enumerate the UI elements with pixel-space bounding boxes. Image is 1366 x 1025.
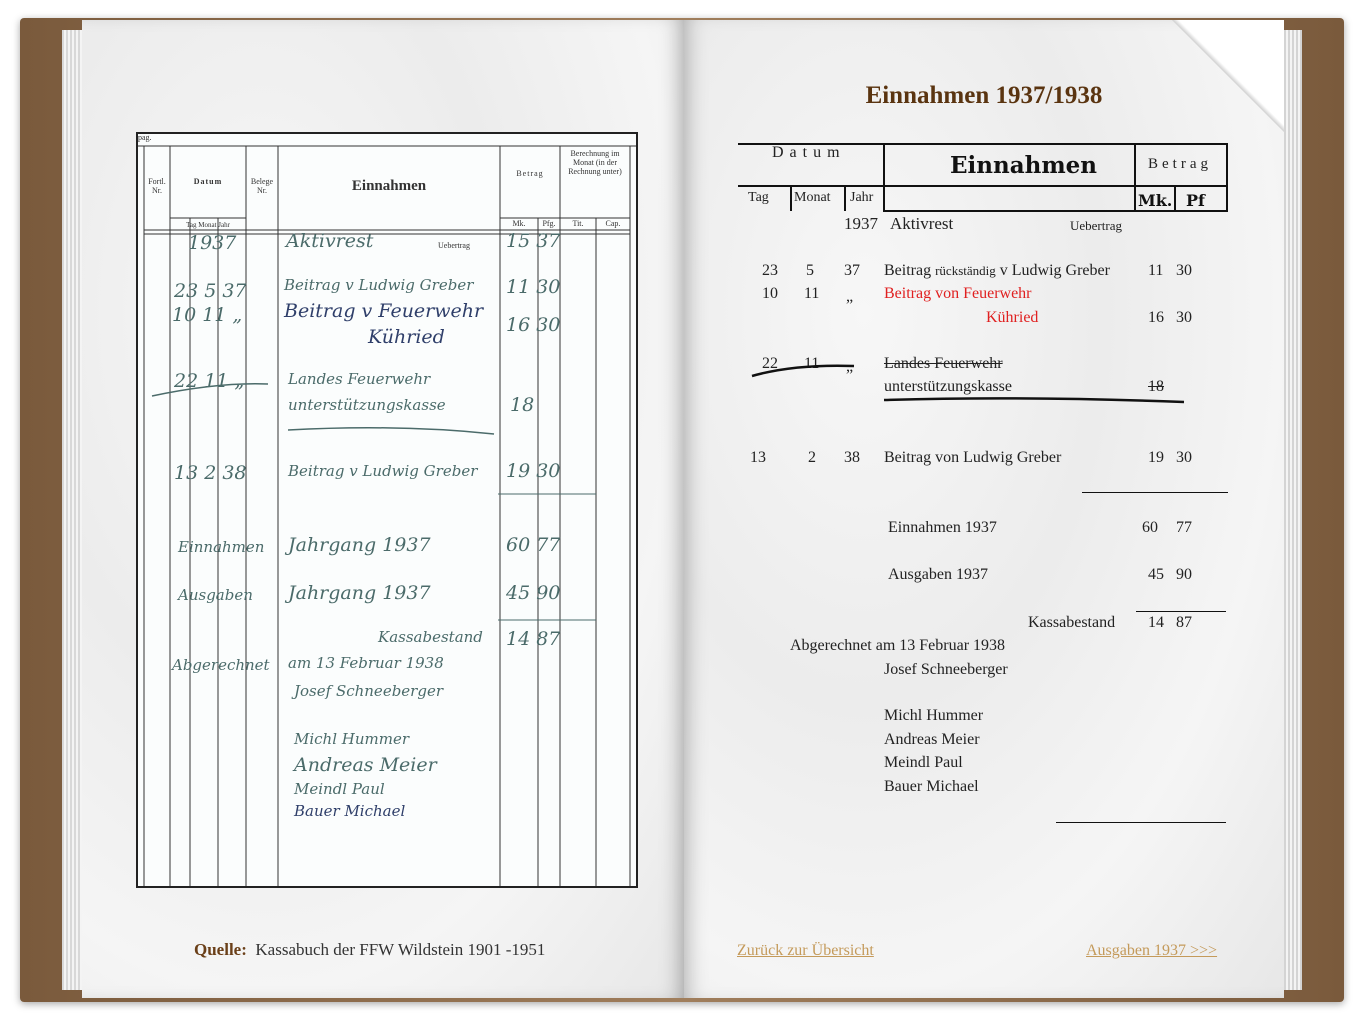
row2-tag: 10 <box>762 285 778 302</box>
aktivrest-uebertrag: Uebertrag <box>1070 218 1122 233</box>
row2-jahr: „ <box>846 288 854 305</box>
row3-tag: 22 <box>762 355 778 372</box>
hand-line: Michl Hummer <box>294 730 410 748</box>
hand-line: Beitrag v Ludwig Greber <box>284 276 474 294</box>
row3-mk: 18 <box>1148 378 1164 395</box>
row2-text: Beitrag von Feuerwehr <box>884 285 1032 302</box>
hand-line: 15 37 <box>506 230 561 252</box>
hand-line: Meindl Paul <box>294 780 385 798</box>
kassabestand-label: Kassabestand <box>1028 614 1116 631</box>
source-caption <box>194 940 545 960</box>
hand-line: Jahrgang 1937 <box>288 534 431 556</box>
hand-line: Abgerechnet <box>172 656 270 674</box>
hand-line: Beitrag v Ludwig Greber <box>288 462 478 480</box>
header-monat: Monat <box>794 190 831 205</box>
row4-pf: 30 <box>1176 449 1192 466</box>
header-divider <box>1174 186 1176 211</box>
header-divider <box>1226 143 1228 211</box>
hand-line: Ausgaben <box>178 586 253 604</box>
hand-line: 13 2 38 <box>174 462 247 484</box>
hand-line: 10 11 „ <box>172 304 243 326</box>
hand-line: Kühried <box>368 326 445 348</box>
hand-line: am 13 Februar 1938 <box>288 654 444 672</box>
scan-col-fortl: Fortl. Nr. <box>148 177 166 195</box>
hand-line: Bauer Michael <box>294 802 406 820</box>
hand-line: Landes Feuerwehr <box>288 370 431 388</box>
row2-monat: 11 <box>804 285 820 302</box>
aktivrest-jahr: 1937 <box>844 214 878 233</box>
kassabestand-pf: 87 <box>1176 614 1192 631</box>
page-curl <box>1172 20 1284 132</box>
hand-line: unterstützungskasse <box>288 396 446 414</box>
header-tag: Tag <box>748 190 769 205</box>
header-jahr: Jahr <box>850 190 874 205</box>
row3-monat: 11 <box>804 355 820 372</box>
row1-jahr: 37 <box>844 262 860 279</box>
scan-page-label: pag. <box>138 133 152 142</box>
row1-monat: 5 <box>806 262 814 279</box>
row1-mk: 11 <box>1148 262 1164 279</box>
header-bottom-line <box>883 210 1228 212</box>
hand-line: 23 5 37 <box>174 280 247 302</box>
scan-col-belege: Belege Nr. <box>250 177 274 195</box>
row1-text-small: rückständig <box>935 263 996 278</box>
row3-text: Landes Feuerwehr <box>884 355 1003 372</box>
hand-line: Kassabestand <box>378 628 483 646</box>
back-to-overview-link[interactable]: Zurück zur Übersicht <box>737 942 874 959</box>
signatory: Meindl Paul <box>884 754 963 771</box>
left-page <box>82 20 684 998</box>
sum-einnahmen-label: Einnahmen 1937 <box>888 519 997 536</box>
kassa-rule <box>1136 611 1226 612</box>
page-title: Einnahmen 1937/1938 <box>865 82 1103 109</box>
signatory: Josef Schneeberger <box>884 661 1008 678</box>
row1-text-rest: v Ludwig Greber <box>999 262 1110 279</box>
row4-tag: 13 <box>750 449 766 466</box>
header-einnahmen: Einnahmen <box>950 152 1098 179</box>
row4-monat: 2 <box>808 449 816 466</box>
header-divider <box>790 186 792 211</box>
signatory: Andreas Meier <box>884 731 980 748</box>
header-divider <box>844 186 846 211</box>
sum-einnahmen-pf: 77 <box>1176 519 1192 536</box>
sum-ausgaben-mk: 45 <box>1148 566 1164 583</box>
page-stack-right <box>1282 30 1302 990</box>
hand-line: 16 30 <box>506 314 561 336</box>
aktivrest-text: Aktivrest <box>890 214 954 233</box>
header-mk: Mk. <box>1138 191 1173 210</box>
hand-line: 1937 <box>188 232 237 254</box>
abgerechnet-line: Abgerechnet am 13 Februar 1938 <box>790 637 1006 654</box>
hand-line: 11 30 <box>506 276 561 298</box>
hand-line: Jahrgang 1937 <box>288 582 431 604</box>
strike-through-marks <box>744 350 1194 410</box>
signatory: Bauer Michael <box>884 778 979 795</box>
header-datum: Datum <box>772 144 846 161</box>
ledger-scan-image <box>136 132 638 888</box>
row1-text-main: Beitrag <box>884 262 932 279</box>
hand-line: 22 11 „ <box>174 370 245 392</box>
page-stack-left <box>62 30 84 990</box>
row3-jahr: „ <box>846 358 854 375</box>
source-text: Kassabuch der FFW Wildstein 1901 -1951 <box>255 940 546 959</box>
header-divider <box>1134 143 1136 211</box>
hand-line: Andreas Meier <box>294 754 437 776</box>
row2-mk: 16 <box>1148 309 1164 326</box>
next-ausgaben-link[interactable]: Ausgaben 1937 >>> <box>1086 942 1218 959</box>
hand-line: 18 <box>510 394 535 416</box>
scan-sub-mk: Mk. <box>512 219 526 228</box>
hand-line: 14 87 <box>506 628 561 650</box>
sum-einnahmen-mk: 60 <box>1142 519 1158 536</box>
sum-ausgaben-pf: 90 <box>1176 566 1192 583</box>
row4-mk: 19 <box>1148 449 1164 466</box>
signatory: Michl Hummer <box>884 707 984 724</box>
scan-sub-cap: Cap. <box>605 219 621 228</box>
kassabestand-mk: 14 <box>1148 614 1164 631</box>
header-datum-line <box>738 185 883 187</box>
right-page <box>684 20 1284 998</box>
row3-text2: unterstützungskasse <box>884 378 1012 395</box>
scan-col-einnahmen: Einnahmen <box>351 178 427 194</box>
hand-line: Einnahmen <box>178 538 265 556</box>
scan-sub-datum: Tag Monat Jahr <box>186 221 230 229</box>
sum-rule <box>1082 492 1228 493</box>
source-label: Quelle: <box>194 940 247 959</box>
hand-line: 60 77 <box>506 534 561 556</box>
header-mid-line <box>883 185 1228 187</box>
row1-text <box>884 262 1110 280</box>
scan-col-berechnung: Berechnung im Monat (in der Rechnung unter) <box>568 149 622 176</box>
hand-line: 19 30 <box>506 460 561 482</box>
row1-pf: 30 <box>1176 262 1192 279</box>
row2-text2: Kühried <box>986 309 1039 326</box>
row1-tag: 23 <box>762 262 778 279</box>
row4-text: Beitrag von Ludwig Greber <box>884 449 1062 466</box>
header-divider <box>883 143 885 211</box>
scan-sub-pfg: Pfg. <box>542 219 556 228</box>
scan-col-datum: Datum <box>193 177 223 186</box>
header-betrag: Betrag <box>1148 156 1212 172</box>
hand-line: Aktivrest <box>286 230 374 252</box>
hand-line: 45 90 <box>506 582 561 604</box>
scan-col-betrag: Betrag <box>516 169 544 178</box>
sum-ausgaben-label: Ausgaben 1937 <box>888 566 988 583</box>
header-pf: Pf <box>1186 191 1205 210</box>
scan-sub-tit: Tit. <box>572 219 584 228</box>
row2-pf: 30 <box>1176 309 1192 326</box>
row4-jahr: 38 <box>844 449 860 466</box>
hand-line: Josef Schneeberger <box>294 682 443 700</box>
scan-uebertrag: Uebertrag <box>438 241 470 250</box>
hand-line: Beitrag v Feuerwehr <box>284 300 484 322</box>
signature-rule <box>1056 822 1226 823</box>
